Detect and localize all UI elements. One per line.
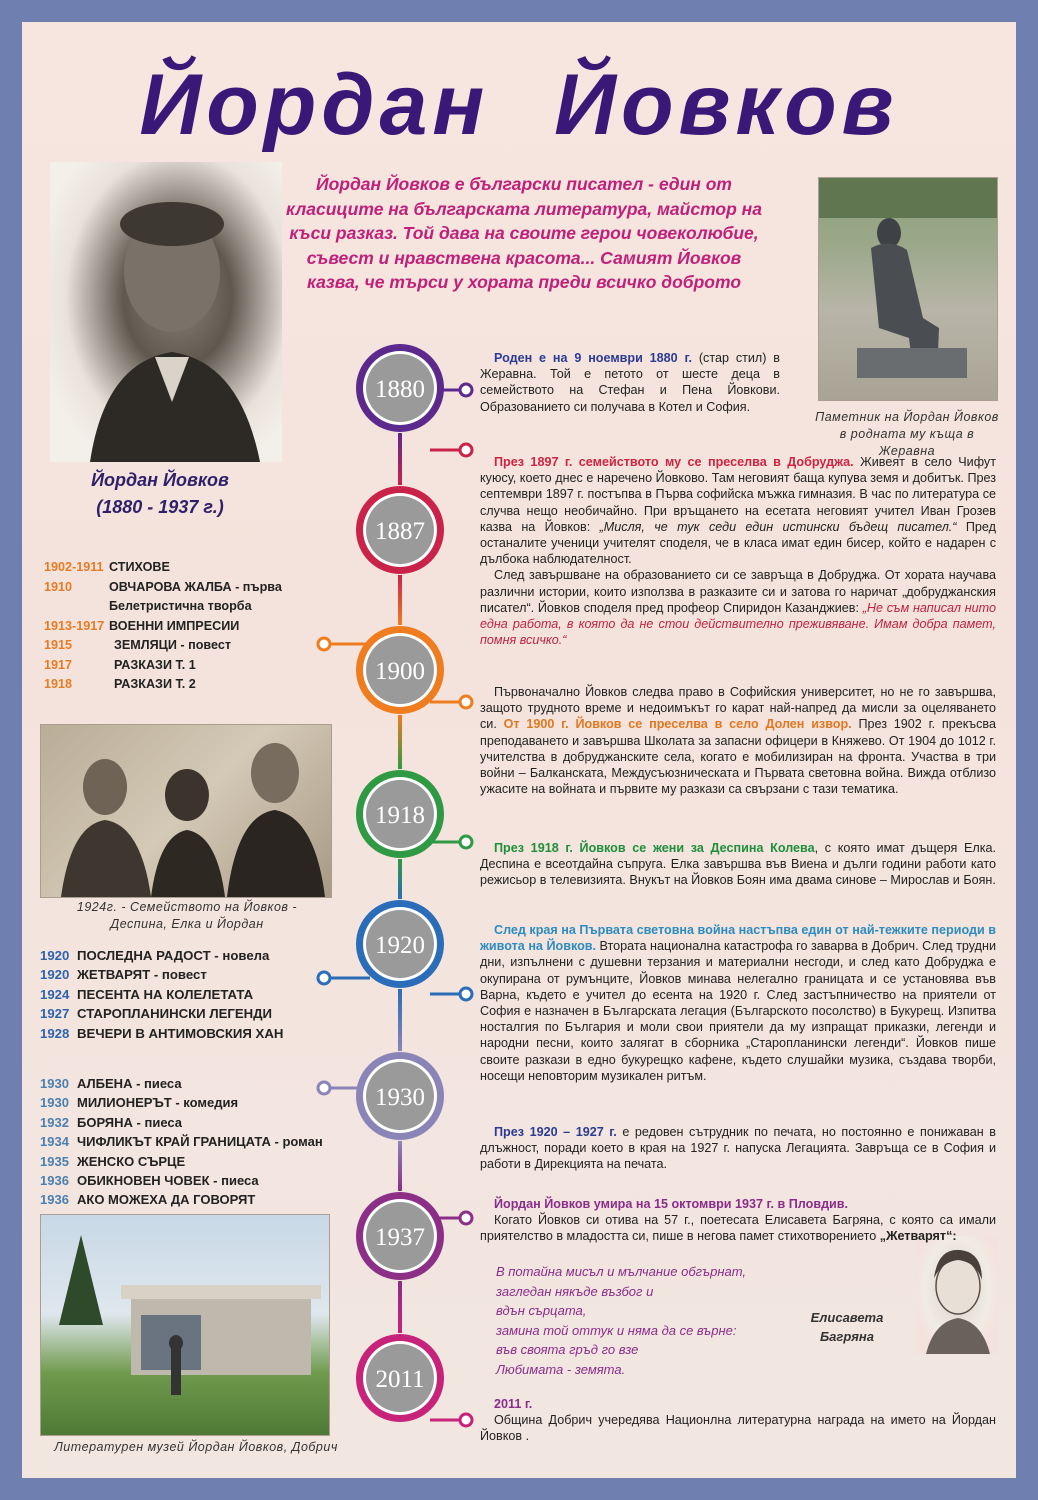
work-desc: Белетристична творба [109,599,252,613]
timeline-year: 1900 [375,658,425,685]
timeline-node-1930 [356,1052,444,1140]
para-1887-text: Живеят в село Чифут куюсу, което днес е наречено Йовково. Там неговият баща купува земя и добитък. През септември 1897 г. постъпва в Първа софийска мъжка гимназия. В час по литература се случва нещо необичайно. При връщането на есетата неговият учител Иван Грозев казва на Йовков: [480,455,996,534]
work-desc: - пиеса [132,1076,182,1091]
timeline-year: 2011 [375,1366,425,1393]
timeline-stem [398,433,402,485]
work-desc: - пиеса [132,1114,183,1130]
work-year: 1913-1917 [44,618,105,633]
work-title: АЛБЕНА [77,1076,133,1091]
para-1920 [480,922,996,1084]
para-1900 [480,684,996,797]
para-1918-highlight: През 1918 г. Йовков се жени за Деспина Колева [494,841,815,855]
para-1887-quote: „Мисля, че тук седи един истински бъдещ писател.“ [599,519,957,534]
para-2011 [480,1396,996,1445]
para-1930-highlight: През 1920 – 1927 г. [494,1125,617,1139]
timeline-node-2011 [356,1334,444,1422]
work-year: 1936 [40,1192,69,1208]
timeline-node-1937 [356,1192,444,1280]
poem-line: загледан някъде възбог и [496,1283,654,1299]
timeline-stem [398,989,402,1051]
para-1937 [480,1196,996,1245]
timeline-year: 1887 [375,518,425,545]
timeline-year: 1880 [375,376,425,403]
para-1900-text: Първоначално Йовков следва право в Софийския университет, но не го завършва, защото трудното време и недоимъкът го карат най-напред да мисли за оцеляването си. [480,685,996,732]
timeline-year: 1930 [375,1084,425,1111]
timeline-dot [460,696,472,708]
timeline-year: 1937 [375,1224,425,1251]
family-caption: 1924г. - Семейството на Йовков - Деспина, Елка и Йордан [76,900,298,931]
work-title: СТИХОВЕ [109,560,170,574]
work-year: 1930 [40,1076,69,1091]
poem-line: във своята гръд го взе [496,1342,639,1357]
work-title: МИЛИОНЕРЪТ [77,1095,172,1111]
work-year: 1924 [40,986,70,1002]
para-1930-text: е редовен сътрудник по печата, но постоянно е понижаван в длъжност, поради което в края на 1927 г. напуска Легацията. Завръща се в София и работи в Дирекцията на печата. [480,1125,996,1172]
work-title: ОБИКНОВЕН ЧОВЕК [77,1173,210,1189]
portrait-dates: (1880 - 1937 г.) [96,497,224,517]
work-title: ЧИФЛИКЪТ КРАЙ ГРАНИЦАТА [77,1134,271,1150]
timeline-stem [398,575,402,625]
work-desc: - новела [210,948,270,963]
work-year: 1920 [40,948,70,963]
work-year: 1927 [40,1006,70,1022]
work-year: 1932 [40,1114,69,1130]
timeline-stem [398,1141,402,1191]
work-title: СТАРОПЛАНИНСКИ ЛЕГЕНДИ [77,1006,273,1022]
work-year: 1917 [44,657,73,672]
work-title: РАЗКАЗИ Т. 1 [114,657,196,672]
work-year: 1920 [40,967,70,983]
bagryana-name: Елисавета Багряна [810,1310,884,1344]
timeline-node-1900 [356,626,444,714]
work-title: ПОСЛЕДНА РАДОСТ [77,948,211,963]
work-year: 1935 [40,1153,69,1169]
poem-line: Любимата - земята. [496,1361,626,1377]
para-1887 [480,454,996,648]
para-1887b-quote: „Не съм написал нито една работа, в която да не стои действително преживяване. Имам добра памет, помня всичко.“ [480,600,996,648]
work-title: БОРЯНА [77,1114,133,1130]
para-1887-highlight: През 1897 г. семейството му се преселва в Добруджа. [494,455,854,469]
para-2011-text: Община Добрич учередява Национлна литературна награда на името на Йордан Йовков . [480,1413,996,1444]
para-1937-text: Когато Йовков си отива на 57 г., поетесата Елисавета Багряна, с която са имали приятелство в младостта си, пише в негова памет стихотворението [480,1213,996,1244]
work-title: ПЕСЕНТА НА КОЛЕЛЕТАТА [77,986,254,1002]
museum-caption: Литературен музей Йордан Йовков, Добрич [54,1440,338,1454]
timeline-dot [460,836,472,848]
portrait-name-text: Йордан Йовков [91,470,229,490]
timeline-stem [398,715,402,769]
para-1937-poem-title: „Жетварят“: [879,1229,957,1244]
monument-caption: Паметник на Йордан Йовков в родната му къща в Жеравна [815,410,999,458]
work-desc: - първа [231,579,282,594]
intro-text: Йордан Йовков е български писател - един от класиците на българската литература, майстор на къси разказ. Той дава на своите герои човеколюбие, съвест и нравствена красота... Самият Йовков казва, че търси у хората преди всичко доброто [286,174,762,292]
timeline-year: 1918 [375,802,425,829]
work-year: 1918 [44,677,73,691]
para-2011-highlight: 2011 г. [494,1397,533,1411]
timeline-stem [398,859,402,899]
work-year: 1934 [40,1134,69,1150]
para-1930 [480,1124,996,1173]
work-title: ВОЕННИ ИМПРЕСИИ [109,618,240,633]
poster [22,22,1016,1478]
para-1900-highlight: От 1900 г. Йовков се преселва в село Долен извор. [503,717,852,732]
para-1920-highlight: След края на Първата световна война настъпва един от най-тежките периоди в живота на Йовков. [480,923,996,954]
timeline-dot [460,444,472,456]
work-title: АКО МОЖЕХА ДА ГОВОРЯТ [77,1192,256,1208]
timeline-dot [318,1082,330,1094]
work-desc: - комедия [171,1095,239,1111]
poem-line: замина той оттук и няма да се върне: [496,1322,737,1338]
work-desc: - пиеса [209,1173,259,1189]
timeline-dot [460,384,472,396]
timeline-node-1920 [356,900,444,988]
para-1900-tail: През 1902 г. прекъсва преподаването и завършва Школата за запасни офицери в Княжево. От 1904 до 1012 г. учителства в добруджанските села, когато е мобилизиран на фронта. Участва в три войни – Балканската, Междусъюзническата и Първата световна война. Вижда отблизо ужасите на войната и първите му разкази са свързани с тази тематика. [480,717,996,797]
timeline-dot [460,1212,472,1224]
page-title: Йордан Йовков [139,57,899,153]
work-desc: - роман [270,1134,323,1150]
work-title: ЖЕТВАРЯТ [77,967,151,983]
timeline-dot [460,988,472,1000]
work-year: 1928 [40,1025,70,1041]
para-1937-highlight: Йордан Йовков умира на 15 октомври 1937 г. в Пловдив. [494,1197,849,1211]
para-1920-text: Втората национална катастрофа го заварва в Добрич. След трудни дни, изпълнени с душевни терзания и материални несгоди, и след като Добруджа е окупирана от румънците, Йовков минава нелегално границата и се установява във Варна, където е учител до есента на 1920 г. След застъпничество на приятели от София е назначен в Българската легация (Българското посолство) в Букурещ. Изпитва носталгия по България и моли свои приятели да му изпращат приказки, легенди и народни песни, които залягат в сборника „Старопланински легенди“. Йовков пише своите разкази в едно букурещко кафене, където слушайки музика, създава творби, носещи неповторим музикален ритъм. [480,939,996,1083]
work-title: ОВЧАРОВА ЖАЛБА [109,579,232,594]
work-year: 1930 [40,1095,69,1111]
work-year: 1915 [44,638,73,652]
poem-line: В потайна мисъл и мълчание обгърнат, [496,1264,747,1279]
timeline-node-1918 [356,770,444,858]
para-1887b-text: След завършване на образованието си се завръща в Добруджа. От хората научава различни истории, които използва в разказите си и затова го наричат „добруджанския писател“. Йовков споделя пред профеор Спиридон Казанджиев: [480,568,996,615]
work-title: ЗЕМЛЯЦИ [114,638,177,652]
timeline-stem [398,1281,402,1333]
para-1880-text: (стар стил) в Жеравна. Той е петото от шесте деца в семейството на Стефан и Пена Йовкови. Образованието си получава в Котел и София. [480,351,780,414]
para-1887-tail: Пред останалите ученици учителят споделя, че в класа имат един бисер, който е надарен с дълбока наблюдателност. [480,519,996,567]
work-year: 1936 [40,1173,69,1189]
timeline-node-1887 [356,486,444,574]
work-title: РАЗКАЗИ Т. 2 [114,677,196,691]
para-1880-highlight: Роден е на 9 ноември 1880 г. [494,351,693,365]
para-1880 [480,350,780,415]
para-1918-text: , с която имат дъщеря Елка. Деспина е всеотдайна съпруга. Елка завършва във Виена и дълги години работи като режисьор в телевизията. Внукът на Йовков Боян има двама синове – Мирослав и Боян. [480,841,996,888]
work-title: ЖЕНСКО СЪРЦЕ [77,1153,186,1169]
poem-line: вдън сърцата, [496,1303,587,1318]
work-desc: - повест [176,638,231,652]
timeline-node-1880 [356,344,444,432]
timeline-dot [318,638,330,650]
work-desc: - повест [150,967,207,983]
work-year: 1902-1911 [44,560,104,574]
timeline-dot [460,1414,472,1426]
timeline-year: 1920 [375,932,425,959]
timeline-dot [318,972,330,984]
para-1918 [480,840,996,889]
poem [496,1262,796,1379]
work-title: ВЕЧЕРИ В АНТИМОВСКИЯ ХАН [77,1025,284,1041]
work-year: 1910 [44,579,73,594]
